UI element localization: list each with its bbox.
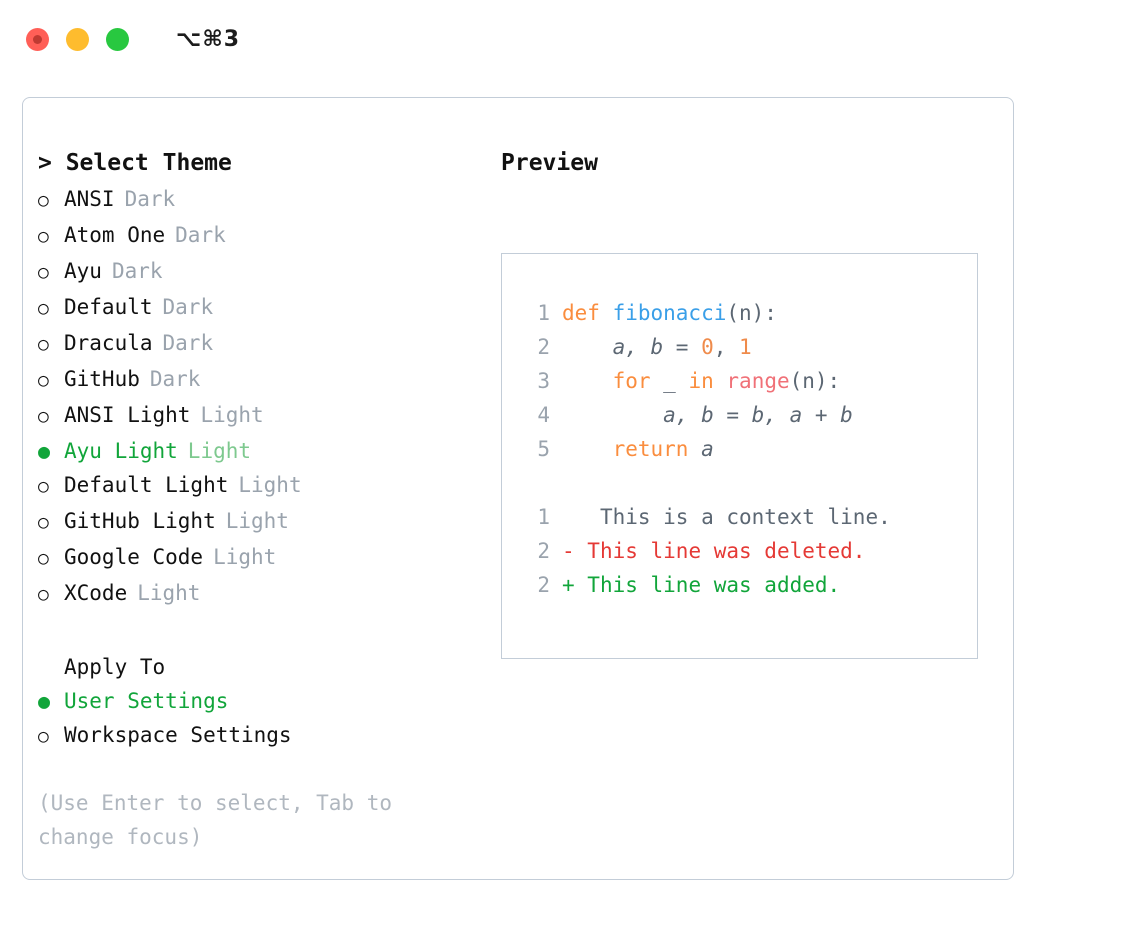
apply-to-option[interactable]: [38, 718, 478, 754]
code-line: [516, 364, 891, 398]
theme-option-label: GitHub: [64, 367, 140, 391]
diff-text: This line was added.: [587, 573, 841, 597]
apply-to-list[interactable]: [38, 684, 478, 754]
theme-option[interactable]: [38, 182, 478, 218]
code-token: [562, 364, 613, 398]
preview-box: [501, 253, 978, 659]
zoom-button[interactable]: [106, 28, 129, 51]
theme-option-variant: Light: [200, 403, 264, 427]
theme-option-label: Ayu Light: [64, 439, 178, 463]
code-token: 0: [701, 335, 714, 359]
radio-unselected-icon[interactable]: ○: [38, 726, 49, 747]
code-line: [516, 398, 891, 432]
code-line: [516, 296, 891, 330]
close-button[interactable]: [26, 28, 49, 51]
radio-unselected-icon[interactable]: ○: [38, 548, 49, 569]
theme-option-label: ANSI Light: [64, 403, 191, 427]
line-number: 2: [537, 573, 550, 597]
theme-option-variant: Light: [225, 509, 289, 533]
theme-option-label: ANSI: [64, 187, 115, 211]
radio-unselected-icon[interactable]: ○: [38, 262, 49, 283]
code-token: ,: [713, 335, 740, 359]
window-shortcut-label: ⌥⌘3: [176, 26, 241, 52]
apply-to-option-label: Workspace Settings: [64, 723, 292, 747]
code-token: fibonacci: [612, 301, 727, 325]
main-panel: [22, 97, 1014, 880]
minimize-button[interactable]: [66, 28, 89, 51]
preview-column: [501, 146, 1001, 180]
radio-unselected-icon[interactable]: ○: [38, 334, 49, 355]
diff-line: [516, 534, 891, 568]
code-token: [562, 432, 613, 466]
code-token: for: [612, 369, 651, 393]
theme-option-variant: Dark: [149, 367, 201, 391]
theme-option[interactable]: [38, 468, 478, 504]
code-token: in: [688, 369, 714, 393]
radio-unselected-icon[interactable]: ○: [38, 190, 49, 211]
apply-to-option[interactable]: [38, 684, 478, 718]
radio-selected-icon[interactable]: ●: [38, 689, 51, 713]
line-number: 2: [537, 335, 550, 359]
theme-option-variant: Dark: [111, 259, 163, 283]
radio-unselected-icon[interactable]: ○: [38, 298, 49, 319]
theme-option-variant: Light: [137, 581, 201, 605]
theme-option[interactable]: [38, 290, 478, 326]
radio-unselected-icon[interactable]: ○: [38, 476, 49, 497]
line-number: 5: [537, 437, 550, 461]
theme-option-variant: Dark: [124, 187, 176, 211]
line-number: 3: [537, 369, 550, 393]
theme-option-variant: Light: [213, 545, 277, 569]
code-token: _: [650, 369, 689, 393]
line-number: 4: [537, 403, 550, 427]
theme-option[interactable]: [38, 218, 478, 254]
theme-option-label: Dracula: [64, 331, 153, 355]
theme-option[interactable]: [38, 254, 478, 290]
theme-option[interactable]: [38, 540, 478, 576]
code-token: def: [562, 301, 613, 325]
theme-option[interactable]: [38, 576, 478, 612]
theme-option-label: GitHub Light: [64, 509, 216, 533]
radio-unselected-icon[interactable]: ○: [38, 512, 49, 533]
line-number: 1: [537, 301, 550, 325]
theme-option-variant: Dark: [175, 223, 226, 247]
theme-option-label: XCode: [64, 581, 128, 605]
theme-option-label: Atom One: [64, 223, 166, 247]
theme-option[interactable]: [38, 326, 478, 362]
title-bar: [0, 0, 1140, 78]
radio-unselected-icon[interactable]: ○: [38, 406, 49, 427]
theme-selection-column: [38, 146, 478, 854]
code-token: (n):: [789, 369, 841, 393]
diff-text: This line was deleted.: [587, 539, 866, 563]
theme-option[interactable]: [38, 398, 478, 434]
code-line: [516, 330, 891, 364]
code-token: a, b =: [562, 335, 702, 359]
code-token: [714, 364, 727, 398]
theme-option-variant: Dark: [162, 295, 214, 319]
preview-code: [516, 296, 891, 602]
code-token: (n):: [726, 301, 777, 325]
radio-unselected-icon[interactable]: ○: [38, 226, 49, 247]
code-spacer: [516, 466, 891, 500]
theme-option-variant: Dark: [162, 331, 214, 355]
theme-option-label: Default: [64, 295, 153, 319]
code-token: range: [726, 369, 790, 393]
code-token: 1: [739, 335, 752, 359]
preview-heading: Preview: [501, 150, 598, 176]
line-number: 2: [537, 539, 550, 563]
code-line: [516, 432, 891, 466]
code-token: a: [688, 437, 714, 461]
diff-line: [516, 500, 891, 534]
theme-option-variant: Light: [187, 439, 252, 463]
diff-line: [516, 568, 891, 602]
diff-marker: [562, 500, 587, 534]
theme-option-label: Default Light: [64, 473, 229, 497]
theme-list[interactable]: [38, 182, 478, 612]
theme-option-label: Google Code: [64, 545, 204, 569]
diff-marker: -: [562, 539, 588, 563]
diff-text: This is a context line.: [587, 505, 891, 529]
theme-option-variant: Light: [238, 473, 302, 497]
diff-marker: +: [562, 573, 588, 597]
theme-option[interactable]: [38, 362, 478, 398]
radio-unselected-icon[interactable]: ○: [38, 584, 49, 605]
line-number: 1: [537, 505, 550, 529]
radio-unselected-icon[interactable]: ○: [38, 370, 49, 391]
theme-option[interactable]: [38, 504, 478, 540]
code-token: a, b = b, a + b: [562, 403, 853, 427]
apply-to-heading: Apply To: [64, 655, 166, 679]
theme-option-label: Ayu: [64, 259, 102, 283]
code-token: return: [612, 437, 689, 461]
radio-selected-icon[interactable]: ●: [38, 439, 51, 463]
theme-option[interactable]: [38, 434, 478, 468]
apply-to-option-label: User Settings: [64, 689, 229, 713]
select-theme-heading: > Select Theme: [38, 150, 232, 176]
keyboard-hint: (Use Enter to select, Tab to change focus): [38, 791, 393, 849]
